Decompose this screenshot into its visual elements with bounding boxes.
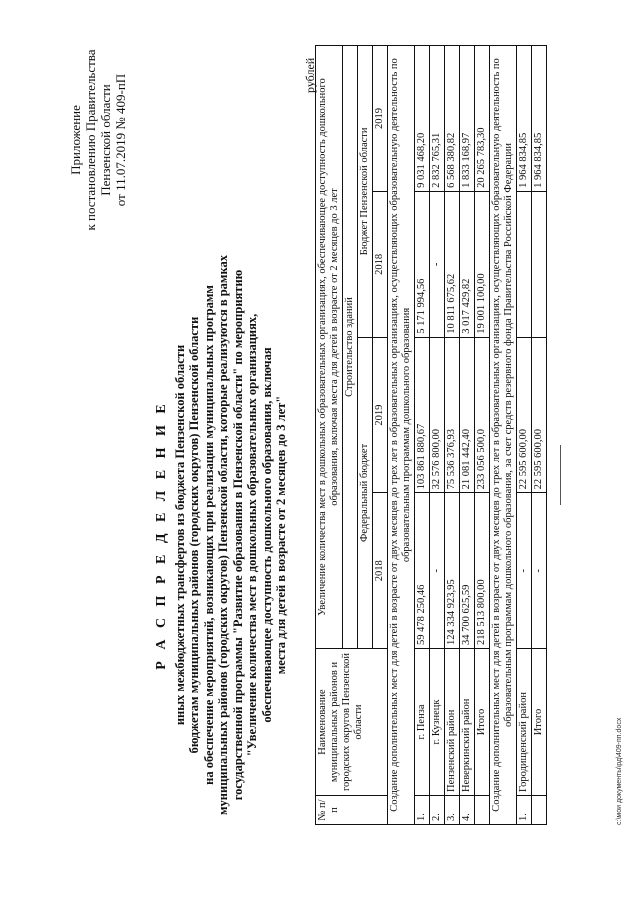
cell-federal-2019: 103 861 880,67 <box>415 337 430 493</box>
col-header-construction: Строительство зданий <box>343 46 358 649</box>
row-num: 1. <box>415 796 430 825</box>
cell-regional-2019: 1 833 168,97 <box>460 46 475 192</box>
row-num: 2. <box>430 796 445 825</box>
cell-regional-2018: 10 811 675,62 <box>445 191 460 337</box>
cell-federal-2019: 21 081 442,40 <box>460 337 475 493</box>
row-name: Неверкинский район <box>460 649 475 796</box>
units-label: рублей <box>303 57 317 93</box>
cell-federal-2018: - <box>430 493 445 649</box>
row-name: г. Пенза <box>415 649 430 796</box>
title-line: государственной программы "Развитие образования в Пензенской области" по мероприятию <box>230 269 245 801</box>
row-name: Городищенский район <box>517 649 532 796</box>
cell-regional-2019: 6 568 380,82 <box>445 46 460 192</box>
table-row <box>415 46 430 825</box>
table-row-total <box>532 46 547 825</box>
cell-federal-2018: 218 513 800,00 <box>475 493 490 649</box>
title-line: "Увеличение количества мест в дошкольных образовательных организациях, <box>245 313 259 757</box>
table-row-total <box>475 46 490 825</box>
cell-regional-2019: 9 031 468,20 <box>415 46 430 192</box>
cell-regional-2019: 2 832 765,31 <box>430 46 445 192</box>
col-header-regional: Бюджет Пензенской области <box>358 46 373 338</box>
table-row <box>445 46 460 825</box>
row-num <box>532 796 547 825</box>
table-row <box>460 46 475 825</box>
file-path-footer: c:\мои документы\рд\409-пп.docx <box>616 717 623 825</box>
table-row <box>517 46 532 825</box>
cell-regional-2018: 19 001 100,00 <box>475 191 490 337</box>
table-row <box>430 46 445 825</box>
distribution-table <box>315 45 547 825</box>
row-name: Итого <box>475 649 490 796</box>
row-name: г. Кузнецк <box>430 649 445 796</box>
col-header-measure: Увеличение количества мест в дошкольных образовательных организациях, обеспечивающее доступность дошкольного образования, включая места для детей в возрасте от 2 месяцев до 3 лет <box>316 46 343 649</box>
title-line: места для детей в возрасте от 2 месяцев до 3 лет" <box>274 395 288 675</box>
col-header-year: 2018 <box>373 493 388 649</box>
col-header-year: 2018 <box>373 191 388 337</box>
cell-federal-2018: 124 334 923,95 <box>445 493 460 649</box>
section-heading: Создание дополнительных мест для детей в возрасте от двух месяцев до трех лет в образовательных организациях, осуществляющих образовательную деятельность по образовательным программам дошкольного образования, за счет средств резервного фонда Правительства Российской Федерации <box>490 46 517 825</box>
appendix-line: к постановлению Правительства <box>83 49 98 231</box>
col-header-name: Наименование муниципальных районов и городских округов Пензенской области <box>316 649 388 796</box>
row-num: 3. <box>445 796 460 825</box>
cell-regional-2018 <box>532 191 547 337</box>
cell-federal-2019: 233 056 500,0 <box>475 337 490 493</box>
title-line: муниципальных районов (городских округов) Пензенской области, которые реализуются в рамках <box>216 255 230 815</box>
cell-federal-2018: - <box>532 493 547 649</box>
title-line: обеспечивающее доступность дошкольного образования, включая <box>259 347 274 723</box>
section-heading: Создание дополнительных мест для детей в возрасте от двух месяцев до трех лет в образовательных организациях, осуществляющих образовательную деятельность по образовательным программам дошкольного образования <box>388 46 415 825</box>
row-num <box>475 796 490 825</box>
col-header-year: 2019 <box>373 337 388 493</box>
closing-rule <box>560 445 561 505</box>
cell-regional-2019: 1 964 834,85 <box>517 46 532 192</box>
title-line: на обеспечение мероприятий, возникающих при реализации муниципальных программ <box>201 285 216 785</box>
cell-regional-2018: 5 171 994,56 <box>415 191 430 337</box>
cell-regional-2018 <box>517 191 532 337</box>
cell-regional-2019: 1 964 834,85 <box>532 46 547 192</box>
col-header-federal: Федеральный бюджет <box>358 337 373 648</box>
title-heading: Р А С П Р Е Д Е Л Е Н И Е <box>154 400 169 670</box>
document-title <box>155 255 289 815</box>
cell-regional-2018: - <box>430 191 445 337</box>
cell-federal-2019: 32 576 800,00 <box>430 337 445 493</box>
appendix-line: Приложение <box>68 105 83 175</box>
cell-federal-2018: 34 700 625,59 <box>460 493 475 649</box>
cell-federal-2019: 22 595 600,00 <box>532 337 547 493</box>
appendix-block <box>68 15 128 265</box>
row-name: Пензенский район <box>445 649 460 796</box>
title-line: иных межбюджетных трансфертов из бюджета Пензенской области <box>172 344 187 726</box>
appendix-line: Пензенской области <box>98 84 113 196</box>
cell-federal-2018: - <box>517 493 532 649</box>
cell-federal-2018: 59 478 250,46 <box>415 493 430 649</box>
row-num: 1. <box>517 796 532 825</box>
cell-regional-2018: 3 017 429,82 <box>460 191 475 337</box>
col-header-year: 2019 <box>373 46 388 192</box>
cell-federal-2019: 75 536 376,93 <box>445 337 460 493</box>
row-num: 4. <box>460 796 475 825</box>
title-line: бюджетам муниципальных районов (городских округов) Пензенской области <box>187 316 201 754</box>
cell-federal-2019: 22 595 600,00 <box>517 337 532 493</box>
col-header-num: № п/п <box>316 796 388 825</box>
appendix-line: от 11.07.2019 № 409-пП <box>113 73 128 207</box>
row-name: Итого <box>532 649 547 796</box>
cell-regional-2019: 20 265 783,30 <box>475 46 490 192</box>
